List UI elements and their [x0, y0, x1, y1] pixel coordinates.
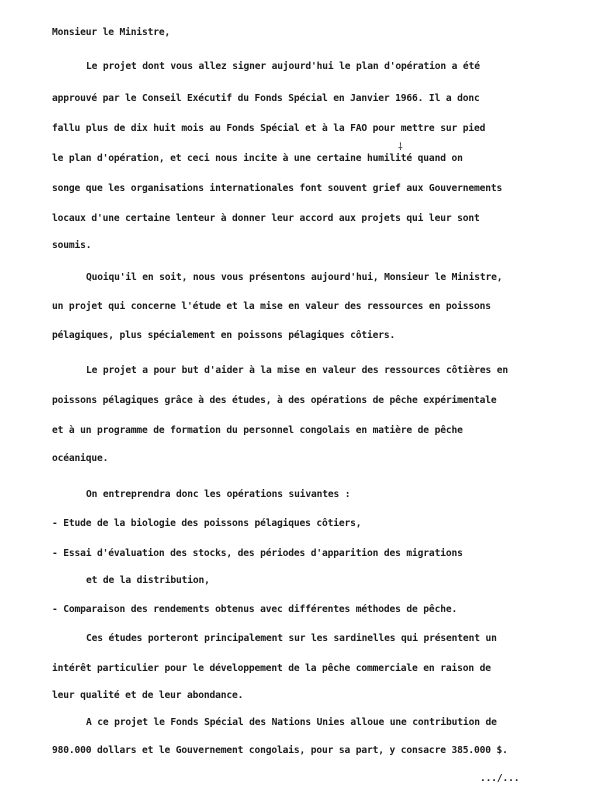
- continuation-mark: .../...: [480, 773, 520, 784]
- paragraph-3-line-1: Le projet a pour but d'aider à la mise en valeur des ressources côtières en: [86, 365, 508, 376]
- paragraph-1-line-2: approuvé par le Conseil Exécutif du Fonds Spécial en Janvier 1966. Il a donc: [52, 93, 480, 104]
- paragraph-2-line-3: pélagiques, plus spécialement en poissons pélagiques côtiers.: [52, 330, 396, 341]
- paragraph-1-line-7: soumis.: [52, 240, 92, 251]
- paragraph-1-line-6: locaux d'une certaine lenteur à donner leur accord aux projets qui leur sont: [52, 213, 480, 224]
- paragraph-1-line-3: fallu plus de dix huit mois au Fonds Spécial et à la FAO pour mettre sur pied: [52, 123, 486, 134]
- paragraph-7-line-1: A ce projet le Fonds Spécial des Nations Unies alloue une contribution de: [86, 717, 497, 728]
- paragraph-7-line-2: 980.000 dollars et le Gouvernement congolais, pour sa part, y consacre 385.000 $.: [52, 745, 508, 756]
- list-item-1: - Etude de la biologie des poissons pélagiques côtiers,: [52, 518, 362, 529]
- list-item-2: - Essai d'évaluation des stocks, des périodes d'apparition des migrations: [52, 548, 463, 559]
- paragraph-6-line-2: intérêt particulier pour le développement de la pêche commerciale en raison de: [52, 663, 491, 674]
- list-item-2-continuation: et de la distribution,: [86, 575, 210, 586]
- paragraph-1-line-5: songe que les organisations internationales font souvent grief aux Gouvernements: [52, 183, 503, 194]
- paragraph-6-line-1: Ces études porteront principalement sur les sardinelles qui présentent un: [86, 633, 497, 644]
- paragraph-3-line-4: océanique.: [52, 453, 109, 464]
- paragraph-1-line-1: Le projet dont vous allez signer aujourd'hui le plan d'opération a été: [86, 61, 480, 72]
- paragraph-1-line-4: le plan d'opération, et ceci nous incite à une certaine humilité quand on: [52, 153, 463, 164]
- handwritten-correction-mark: ⸸: [398, 142, 403, 153]
- paragraph-3-line-3: et à un programme de formation du personnel congolais en matière de pêche: [52, 425, 463, 436]
- salutation: Monsieur le Ministre,: [52, 27, 171, 38]
- paragraph-4-line-1: On entreprendra donc les opérations suivantes :: [86, 489, 351, 500]
- paragraph-6-line-3: leur qualité et de leur abondance.: [52, 690, 244, 701]
- list-item-3: - Comparaison des rendements obtenus avec différentes méthodes de pêche.: [52, 604, 458, 615]
- paragraph-2-line-2: un projet qui concerne l'étude et la mise en valeur des ressources en poissons: [52, 301, 491, 312]
- paragraph-3-line-2: poissons pélagiques grâce à des études, à des opérations de pêche expérimentale: [52, 395, 497, 406]
- paragraph-2-line-1: Quoiqu'il en soit, nous vous présentons aujourd'hui, Monsieur le Ministre,: [86, 272, 503, 283]
